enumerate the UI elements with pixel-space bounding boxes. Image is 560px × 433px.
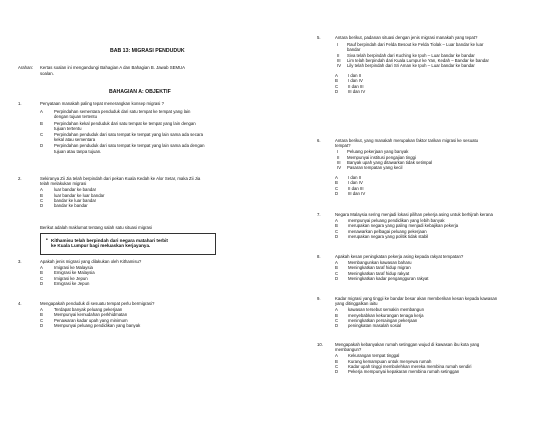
option-text: luar bandar ke luar bandar bbox=[54, 192, 105, 198]
option-label: C bbox=[40, 197, 44, 203]
option-text: Perpindahan penduduk dari satu tempat ke tempat yang lain sama ada dengan bbox=[54, 143, 205, 149]
statement-numeral: III bbox=[337, 159, 341, 165]
option-text: menawarkan pelbagai peluang pekerjaan bbox=[348, 228, 427, 234]
question-text: Kadar migrasi yang tinggi ke bandar besar akan memberikan kesan kepada kawasan bbox=[335, 296, 498, 301]
option-text: Perpindahan penduduk dari satu tempat ke tempat yang lain sama ada secara bbox=[54, 132, 204, 137]
question-number: 6. bbox=[317, 138, 321, 143]
option-label: A bbox=[335, 260, 338, 266]
info-box bbox=[40, 233, 216, 255]
option-label: B bbox=[335, 180, 338, 186]
option-text: Penawaran kadar upah yang minimum bbox=[54, 317, 128, 323]
option-text: bandar ke bandar bbox=[54, 203, 88, 208]
option-label: D bbox=[40, 280, 44, 286]
question-text: Negara Malaysia sering menjadi lokasi pilihan pekerja asing untuk berhijrah kerana bbox=[335, 212, 493, 217]
option-label: D bbox=[40, 143, 44, 149]
option-label: B bbox=[335, 223, 338, 229]
option-label: A bbox=[335, 353, 338, 359]
question-number: 10. bbox=[317, 342, 323, 347]
section-title: BAHAGIAN A: OBJEKTIF bbox=[109, 89, 171, 95]
option-text: Imigrasi ke Malaysia bbox=[54, 265, 93, 271]
right-page bbox=[280, 0, 560, 433]
option-text: Mempunyai peluang pendidikan yang banyak bbox=[54, 322, 141, 328]
option-label: B bbox=[335, 312, 338, 318]
option-label: D bbox=[40, 203, 44, 208]
option-text: tujuan tertentu bbox=[54, 125, 82, 131]
statement-numeral: IV bbox=[337, 63, 342, 68]
option-text: Meningkatkan taraf hidup migran bbox=[348, 265, 411, 271]
option-label: B bbox=[40, 120, 43, 126]
option-text: Kurang kemampuan untuk menyewa rumah bbox=[348, 358, 432, 364]
instruction-text-line1: Kertas soalan ini mengandungi Bahagian A dan Bahagian B. Jawab SEMUA bbox=[40, 65, 185, 70]
question-text: Antara berikut, yang manakah merupakan faktor tarikan migrasi ke sesuatu bbox=[335, 138, 479, 143]
statement-text: Banyak upah yang ditawarkan tidak setimpal bbox=[347, 159, 433, 165]
question-number: 1. bbox=[18, 101, 22, 106]
option-text: peningkatan masalah sosial bbox=[348, 323, 402, 328]
option-text: I dan IV bbox=[348, 180, 363, 186]
option-label: D bbox=[335, 369, 339, 374]
option-label: C bbox=[40, 132, 44, 137]
question-text: Sekiranya Zii Jia telah berpindah dari pekan Kuala Kedah ke Alor Setar, maka Zii Jia bbox=[40, 176, 201, 181]
option-label: A bbox=[40, 265, 43, 271]
option-text: I dan IV bbox=[348, 78, 363, 84]
option-label: C bbox=[335, 185, 339, 191]
option-text: III dan IV bbox=[348, 88, 366, 94]
statement-text: Mempunyai institusi pengajian tinggi bbox=[347, 154, 417, 160]
option-label: A bbox=[40, 307, 43, 313]
question-text: Apakah jenis migrasi yang dilakukan oleh Kithamisu? bbox=[40, 259, 142, 264]
option-label: C bbox=[335, 228, 339, 234]
question-text: Penyataan manakah paling tepat menerangkan konsep migrasi ? bbox=[40, 101, 164, 106]
option-text: III dan IV bbox=[348, 190, 366, 196]
instruction-text bbox=[40, 65, 185, 70]
question-text: telah melakukan migrasi bbox=[40, 181, 87, 187]
option-label: D bbox=[335, 233, 339, 239]
option-label: B bbox=[40, 192, 43, 198]
question-text: membangun? bbox=[335, 347, 362, 353]
question-text: Mengapakah kebanyakan rumah setinggan wujud di kawasan ibu kota yang bbox=[335, 342, 480, 347]
option-label: C bbox=[40, 275, 44, 281]
statement-numeral: II bbox=[337, 52, 340, 58]
option-text: Pekerja mempunyai kepakaran membina rumah setinggan bbox=[348, 369, 460, 374]
statement-text: Lim telah berpindah dari Kuala Lumpur ke Yan, Kedah – Bandar ke bandar bbox=[347, 57, 489, 63]
statement-numeral: IV bbox=[337, 165, 342, 170]
statement-numeral: I bbox=[337, 149, 339, 155]
statement-text: Rauf berpindah dari Felda Besout ke Felda Tiolak – Luar bandar ke luar bbox=[347, 42, 484, 48]
option-label: D bbox=[335, 323, 339, 328]
option-text: meningkatkan persaingan pekerjaan bbox=[348, 317, 418, 323]
option-label: B bbox=[40, 270, 43, 276]
info-intro: Berikut adalah maklumat tentang salah satu situasi migrasi bbox=[40, 225, 153, 230]
option-label: A bbox=[335, 73, 338, 79]
question-number: 9. bbox=[317, 296, 321, 301]
option-label: C bbox=[335, 83, 339, 89]
question-text: Mengapakah penduduk di sesuatu tempat perlu bermigrasi? bbox=[40, 301, 155, 306]
option-text: kawasan tersebut semakin membangun bbox=[348, 307, 424, 313]
statement-text: Peluang pekerjaan yang banyak bbox=[347, 149, 409, 155]
option-text: dengan tujuan tertentu bbox=[54, 114, 98, 120]
option-text: Emigrasi ke Malaysia bbox=[54, 270, 95, 276]
option-label: A bbox=[40, 187, 43, 193]
option-label: A bbox=[335, 218, 338, 224]
question-number: 8. bbox=[317, 254, 321, 259]
option-label: D bbox=[335, 275, 339, 281]
option-text: tujuan atau tanpa tujuan. bbox=[54, 148, 102, 154]
question-number: 5. bbox=[317, 35, 321, 40]
option-text: Perpindahan sementara penduduk dari satu tempat ke tempat yang lain bbox=[54, 109, 191, 115]
option-text: Kadar upah tinggi membolehkan mereka membina rumah sendiri bbox=[348, 363, 472, 369]
option-text: merupakan negara yang paling menjadi kebajikan pekerja bbox=[348, 223, 459, 229]
option-label: D bbox=[335, 190, 339, 196]
option-label: D bbox=[40, 322, 44, 328]
option-text: mempunyai peluang pendidikan yang lebih banyak bbox=[348, 218, 445, 224]
option-label: B bbox=[335, 265, 338, 271]
option-text: II dan III bbox=[348, 185, 364, 191]
statement-text: Siva telah berpindah dari Kuching ke Ipoh – Luar bandar ke bandar bbox=[347, 52, 475, 58]
info-box-line1: Kithamisu telah berpindah dari negara matahari terbit bbox=[51, 238, 168, 243]
chapter-heading: BAB 13: MIGRASI PENDUDUK bbox=[110, 48, 185, 54]
bullet-icon: • bbox=[46, 237, 48, 243]
statement-numeral: I bbox=[337, 42, 339, 48]
statement-numeral: III bbox=[337, 57, 341, 63]
question-text: Antara berikut, padanan situasi dengan jenis migrasi manakah yang tepat? bbox=[335, 35, 478, 40]
option-label: A bbox=[40, 109, 43, 115]
option-label: B bbox=[40, 312, 43, 318]
option-label: A bbox=[335, 175, 338, 181]
question-number: 3. bbox=[18, 259, 22, 264]
option-label: A bbox=[335, 307, 338, 313]
option-text: merupakan negara yang politik tidak stabil bbox=[348, 233, 429, 239]
option-text: Perpindahan kekal penduduk dari satu tempat ke tempat yang lain dengan bbox=[54, 120, 196, 126]
option-label: D bbox=[335, 88, 339, 94]
question-text: Apakah kesan peningkatan pekerja asing kepada rakyat tempatan? bbox=[335, 254, 464, 259]
statement-text: bandar bbox=[347, 47, 361, 53]
option-text: Meningkatkan kadar pengangguran rakyat bbox=[348, 275, 429, 281]
option-text: Meningkatkan taraf hidup rakyat bbox=[348, 270, 410, 276]
option-text: bandar ke luar bandar bbox=[54, 197, 97, 203]
option-text: kekal atau sementara bbox=[54, 137, 96, 143]
option-text: Membangunkan kawasan baharu bbox=[348, 260, 412, 266]
option-text: Mempunyai kemudahan perkhidmatan bbox=[54, 312, 128, 318]
option-label: B bbox=[335, 78, 338, 84]
option-text: Kekurangan tempat tinggal bbox=[348, 353, 400, 359]
option-text: Imigrasi ke Jepun bbox=[54, 275, 88, 281]
option-label: C bbox=[335, 270, 339, 276]
instruction-label: Arahan: bbox=[18, 65, 34, 70]
question-number: 2. bbox=[18, 176, 22, 181]
question-number: 7. bbox=[317, 212, 321, 217]
option-text: I dan II bbox=[348, 73, 362, 79]
option-text: Emigrasi ke Jepun bbox=[54, 280, 90, 286]
question-text: yang ditinggalkan iaitu bbox=[335, 301, 378, 307]
option-label: C bbox=[40, 317, 44, 323]
option-text: Terdapat banyak peluang pekerjaan bbox=[54, 307, 123, 313]
option-label: B bbox=[335, 358, 338, 364]
option-label: C bbox=[335, 317, 339, 323]
question-text: tempat? bbox=[335, 143, 351, 149]
question-number: 4. bbox=[18, 301, 22, 306]
instruction-text-line2: soalan. bbox=[40, 71, 54, 76]
info-box-line2: ke Kuala Lumpur bagi meluaskan kerjayanya. bbox=[51, 243, 151, 249]
statement-numeral: II bbox=[337, 154, 340, 160]
option-text: menyebabkan kekurangan tenaga kerja bbox=[348, 312, 424, 318]
statement-text: Lily telah berpindah dari Sri Aman ke Ipoh – Luar bandar ke bandar bbox=[347, 63, 475, 68]
option-label: C bbox=[335, 363, 339, 369]
statement-text: Pasaran tempatan yang kecil bbox=[347, 165, 403, 170]
option-text: I dan II bbox=[348, 175, 362, 181]
option-text: II dan III bbox=[348, 83, 364, 89]
option-text: luar bandar ke bandar bbox=[54, 187, 97, 193]
